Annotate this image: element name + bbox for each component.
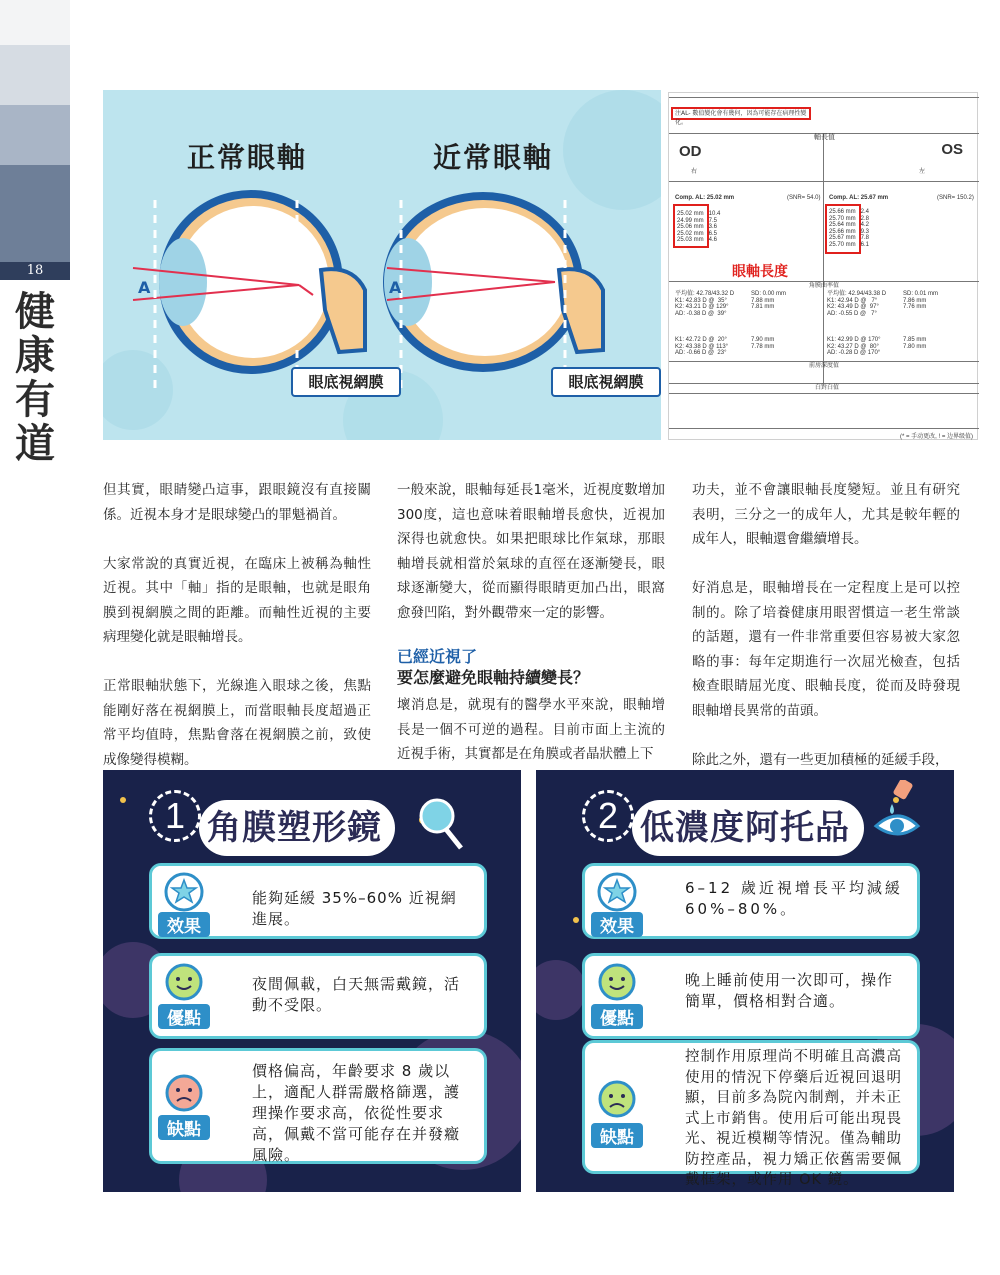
subheading: 要怎麼避免眼軸持續變長？	[397, 668, 590, 687]
cons-tag: 缺點	[158, 1115, 210, 1140]
normal-axis-title: 正常眼軸	[187, 141, 308, 174]
paragraph: 壞消息是，就現有的醫學水平來說，眼軸增長是一個不可逆的過程。目前市面上主流的近視手術，其實都是在角膜或者晶狀體上下	[397, 697, 665, 762]
paragraph: 但其實，眼睛變凸這事，跟眼鏡沒有直接關係。近視本身才是眼球變凸的罪魁禍首。	[103, 482, 371, 523]
normal-eye	[133, 190, 365, 390]
strip-segment	[0, 0, 70, 45]
strip-segment	[0, 105, 70, 165]
os-keratometry: 平均值: 42.94/43.38 D K1: 42.94 D @ 7° K2: 43.49 D @ 97° AD: -0.55 D @ 7°	[827, 291, 887, 317]
cons-text: 價格偏高，年齡要求 8 歲以上，適配人群需嚴格篩選，護理操作要求高，依從性要求高，佩戴不當可能存在并發癥風險。	[252, 1062, 461, 1164]
article-column-1	[103, 478, 371, 797]
report-os: OS	[941, 141, 963, 158]
myopia-axis-title: 近常眼軸	[433, 141, 554, 174]
card-number: 2	[582, 790, 634, 842]
paragraph: 除此之外，還有一些更加積極的延緩手段，	[692, 751, 949, 768]
cons-text: 控制作用原理尚不明確且高濃高使用的情況下停藥后近視回退明顯，目前多為院內制劑，并未正式上市銷售。使用后可能出現畏光、視近模糊等情況。僅為輔助防控產品，視力矯正依舊需要佩戴框架，或作用 OK 鏡。	[685, 1049, 902, 1188]
axial-length-label: 眼軸長度	[732, 264, 788, 280]
strip-segment	[0, 165, 70, 262]
od-axial-values: 25.02 mm 10.4 24.99 mm 7.5 25.06 mm 3.6 25.02 mm 6.5 25.03 mm 4.6	[677, 211, 721, 243]
wtw-header: 白對白值	[815, 385, 840, 391]
marker-a: A	[138, 278, 151, 297]
sad-thumbs-down-icon	[597, 1079, 643, 1123]
pros-row	[582, 953, 920, 1039]
cornea-header: 角膜曲率值	[809, 283, 840, 289]
pros-tag: 優點	[158, 1004, 210, 1029]
od-keratometry: 平均值: 42.78/43.32 D K1: 42.83 D @ 35° K2: 43.21 D @ 129° AD: -0.38 D @ 39°	[675, 291, 735, 317]
smile-thumbs-up-icon	[164, 962, 210, 1006]
report-od: OD	[679, 143, 702, 160]
os-comp-al: Comp. AL: 25.67 mm	[829, 195, 889, 201]
effect-tag: 效果	[158, 912, 210, 937]
lens-icon	[415, 792, 465, 852]
section-title-char: 有	[15, 376, 55, 423]
pros-text: 夜間佩載，白天無需戴鏡，活動不受限。	[252, 975, 461, 1014]
od-snr: (SNR= 54.0)	[787, 195, 821, 201]
paragraph: 好消息是，眼軸增長在一定程度上是可以控制的。除了培養健康用眼習慣這一老生常談的話題，還有一件非常重要但容易被大家忽略的事：每年定期進行一次屈光檢查，包括檢查眼睛屈光度、眼軸長度，從而及時發現眼軸增長異常的苗頭。	[692, 580, 960, 719]
effect-text: 能夠延緩 35%–60% 近視網進展。	[252, 889, 457, 928]
card-number: 1	[149, 790, 201, 842]
paragraph: 正常眼軸狀態下，光線進入眼球之後，焦點能剛好落在視網膜上，而當眼軸長度超過正常平均值時，焦點會落在視網膜之前，致使成像變得模糊。	[103, 678, 371, 768]
article-column-3	[692, 478, 960, 797]
eye-axis-illustration	[103, 90, 661, 440]
card-title: 角膜塑形鏡	[207, 808, 382, 848]
os-sd: SD: 0.01 mm 7.86 mm 7.76 mm	[903, 291, 939, 310]
acd-header: 前房深度值	[809, 363, 840, 369]
os-sd-2: 7.85 mm 7.80 mm	[903, 337, 927, 350]
article-column-2	[397, 478, 665, 791]
cons-row	[149, 1048, 487, 1164]
os-keratometry-2: K1: 42.99 D @ 170° K2: 43.27 D @ 80° AD: -0.28 D @ 170°	[827, 337, 881, 356]
sad-thumbs-down-icon	[164, 1073, 210, 1117]
paragraph: 一般來說，眼軸每延長1毫米，近視度數增加300度，這也意味着眼軸增長愈快，近視加深得也就愈快。如果把眼球比作氣球，那眼軸增長就相當於氣球的直徑在逐漸變長，眼球逐漸變大，從而顯得眼睛更加凸出，眼窩愈發凹陷，對外觀帶來一定的影響。	[397, 482, 665, 621]
pros-row	[149, 953, 487, 1039]
marker-a: A	[389, 278, 402, 297]
retina-label: 眼底視網膜	[551, 367, 661, 397]
report-footnote: (* = 手动更改, ! = 边界级值)	[899, 434, 973, 440]
od-comp-al: Comp. AL: 25.02 mm	[675, 195, 735, 201]
os-axial-values: 25.66 mm 2.4 25.70 mm 2.8 25.64 mm 4.2 25.66 mm 9.3 25.67 mm 7.8 25.70 mm 6.1	[829, 209, 870, 248]
cons-row	[582, 1040, 920, 1188]
effect-tag: 效果	[591, 912, 643, 937]
page-number: 18	[0, 262, 70, 280]
paragraph: 大家常說的真實近視，在臨床上被稱為軸性近視。其中「軸」指的是眼軸，也就是眼角膜到視網膜之間的距離。而軸性近視的主要病理變化就是眼軸增長。	[103, 555, 371, 645]
eye-drop-icon	[868, 780, 928, 850]
subheading-blue: 已經近視了	[397, 647, 478, 666]
star-icon	[164, 872, 210, 916]
od-sd: SD: 0.00 mm 7.88 mm 7.81 mm	[751, 291, 787, 310]
od-keratometry-2: K1: 42.72 D @ 20° K2: 43.38 D @ 113° AD: -0.66 D @ 23°	[675, 337, 729, 356]
effect-row	[582, 863, 920, 939]
smile-thumbs-up-icon	[597, 962, 643, 1006]
biometry-report	[668, 92, 978, 440]
report-note: 注AL- 數值變化會有幾何，因為可能存在病理性變化。	[671, 107, 811, 120]
star-icon	[597, 872, 643, 916]
cons-tag: 缺點	[591, 1123, 643, 1148]
card-title: 低濃度阿托品	[640, 808, 850, 848]
os-sub: 左	[919, 169, 926, 175]
section-title-char: 康	[15, 332, 55, 379]
retina-label: 眼底視網膜	[291, 367, 401, 397]
section-title-char: 道	[15, 420, 55, 467]
section-title	[8, 290, 62, 466]
paragraph: 功夫，並不會讓眼軸長度變短。並且有研究表明，三分之一的成年人，尤其是較年輕的成年人，眼軸還會繼續增長。	[692, 482, 960, 547]
pros-tag: 優點	[591, 1004, 643, 1029]
section-title-char: 健	[15, 288, 55, 335]
pros-text: 晚上睡前使用一次即可，操作簡單，價格相對合適。	[685, 971, 894, 1010]
effect-text: 6–12 歲近視增長平均減緩 60%–80%。	[685, 879, 903, 918]
od-sub: 右	[691, 169, 698, 175]
myopic-eye	[383, 192, 603, 390]
axial-header: 軸長值	[814, 134, 835, 141]
od-sd-2: 7.90 mm 7.78 mm	[751, 337, 775, 350]
os-snr: (SNR= 150.2)	[937, 195, 974, 201]
strip-segment	[0, 45, 70, 105]
effect-row	[149, 863, 487, 939]
sidebar-strip	[0, 0, 70, 1275]
ortho-k-card	[103, 770, 521, 1192]
atropine-card	[536, 770, 954, 1192]
